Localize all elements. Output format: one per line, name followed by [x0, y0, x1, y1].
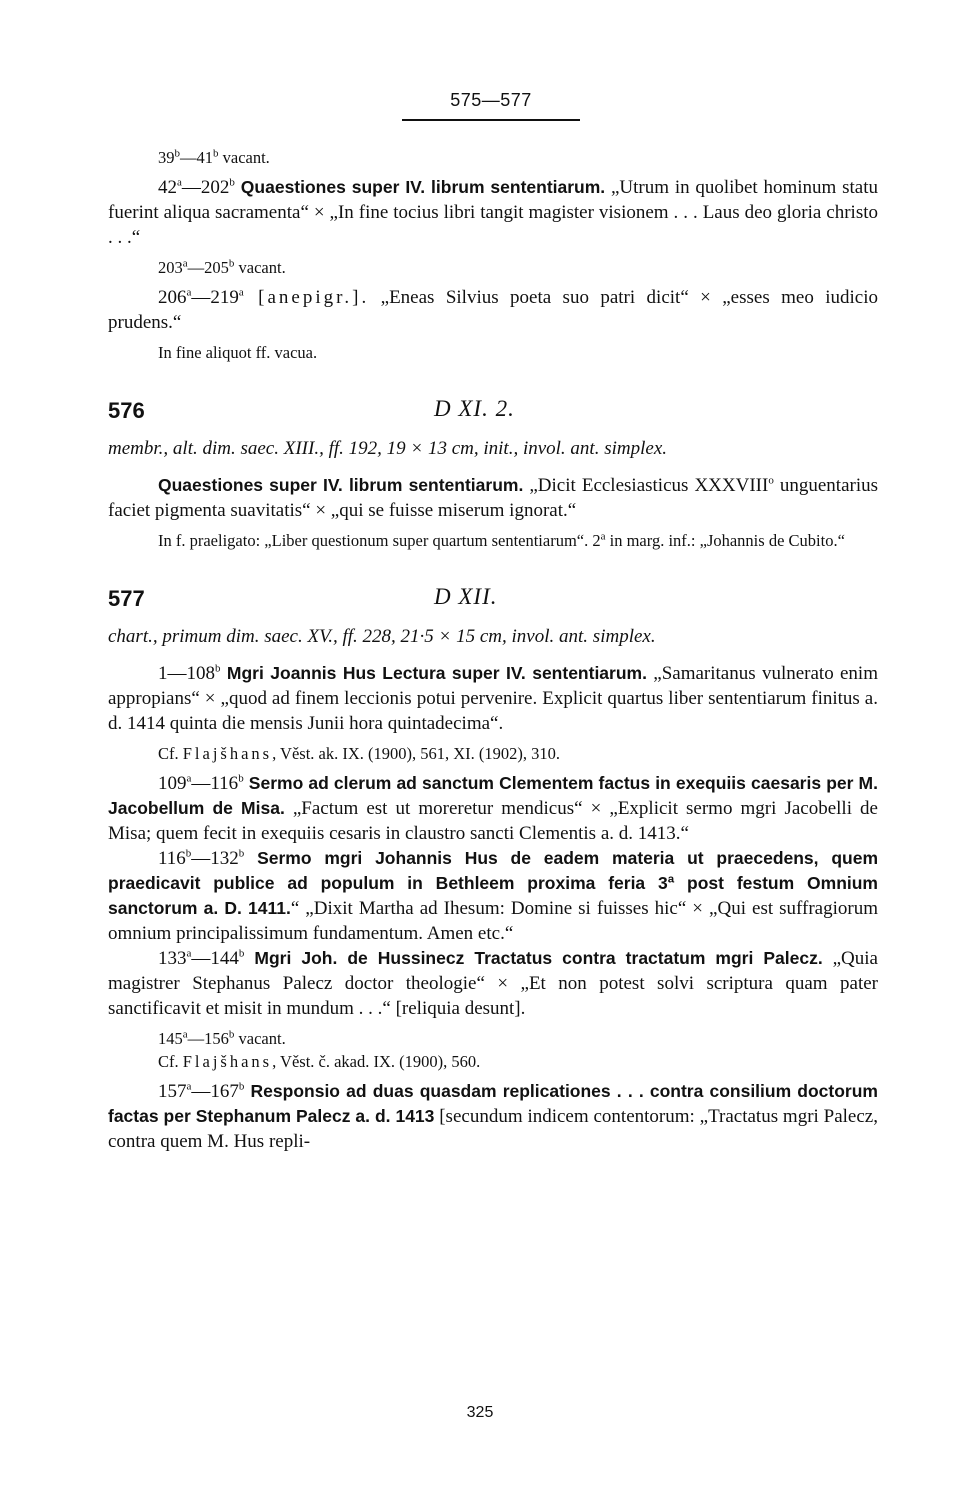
running-header: 575—577 — [450, 90, 532, 110]
folio-line: 203$^a$—205$^b$ vacant. — [158, 257, 286, 277]
physical-description: membr., alt. dim. saec. XIII., ff. 192, 19 × 13 cm, init., invol. ant. simplex. — [108, 438, 667, 459]
note: Cf. Flajšhans, Věst. č. akad. IX. (1900), 560. — [158, 1052, 481, 1071]
header-rule — [402, 119, 580, 121]
entry-heading — [108, 392, 878, 436]
entry-number: 576 — [108, 398, 145, 423]
entry-title: Responsio ad duas quasdam replicationes . . . contra consilium doctorum factas per Stephanum Palecz a. d. 1413 — [108, 1081, 878, 1126]
content-entry: 42$^a$—202$^b$ Quaestiones super IV. librum sententiarum. „Utrum in quolibet hominum statu fuerint aliqua sacramenta“ × „In fine tocius libri tangit magister visionem . . . Laus deo gloria christo . . .“ — [108, 176, 878, 248]
content-entry: Quaestiones super IV. librum sententiarum. „Dicit Ecclesiasticus XXXVIII$^o$ unguentarius faciet pigmenta suavitatis“ × „qui se fuisse miserum ignorat.“ — [108, 474, 878, 521]
note: Cf. Flajšhans, Věst. ak. IX. (1900), 561, XI. (1902), 310. — [158, 744, 561, 763]
physical-description: chart., primum dim. saec. XV., ff. 228, 21·5 × 15 cm, invol. ant. simplex. — [108, 626, 656, 647]
content-entry: 206$^a$—219$^a$ [anepigr.]. „Eneas Silvius poeta suo patri dicit“ × „esses meo iudicio prudens.“ — [108, 286, 878, 333]
entry-title: Sermo ad clerum ad sanctum Clementem factus in exequiis caesaris per M. Jacobellum de Misa. — [108, 773, 878, 818]
page-number: 325 — [466, 1404, 494, 1421]
content-entry: 116$^b$—132$^b$ Sermo mgri Johannis Hus de eadem materia ut praecedens, quem praedicavit publice ad populum in Bethleem proxima feria 3ª post festum Omnium sanctorum a. D. 1411.“ „Dixit Martha ad Ihesum: Domine si fuisses hic“ × „Qui est suffragiorum omnium principalissimum fundamentum. Amen etc.“ — [108, 847, 878, 944]
entry-title: Quaestiones super IV. librum sententiarum. — [234, 177, 606, 197]
content-entry: 109$^a$—116$^b$ Sermo ad clerum ad sanctum Clementem factus in exequiis caesaris per M. Jacobellum de Misa. „Factum est ut moreretur mendicus“ × „Explicit sermo mgri Jacobelli de Misa; quem fecit in exequiis cesaris in claustro sancti Clementis a. d. 1413.“ — [108, 772, 878, 844]
content-entry: 133$^a$—144$^b$ Mgri Joh. de Hussinecz Tractatus contra tractatum mgri Palecz. „Quia magistrer Stephanus Palecz doctor theologie“ × „Et non potest solvi scriptura quam pater sanctificavit et misit in mundum . . .“ [reliquia desunt]. — [108, 947, 878, 1019]
entry-title: Mgri Joannis Hus Lectura super IV. sententiarum. — [220, 663, 647, 683]
shelfmark: D XI. 2. — [434, 396, 515, 421]
content-entry: 1—108$^b$ Mgri Joannis Hus Lectura super IV. sententiarum. „Samaritanus vulnerato enim appropians“ × „quod ad finem leccionis potui pervenire. Explicit quartus liber sententiarum finitus a. d. 1414 quinta die mensis Junii hora quintadecima“. — [108, 662, 878, 734]
catalog-body — [108, 146, 878, 1154]
entry-title: Sermo mgri Johannis Hus de eadem materia ut praecedens, quem praedicavit publice ad populum in Bethleem proxima feria 3ª post festum Omnium sanctorum a. D. 1411. — [108, 848, 878, 918]
folio-line: 39$^b$—41$^b$ vacant. — [158, 147, 270, 167]
entry-title: Quaestiones super IV. librum sententiarum. — [158, 475, 524, 495]
folio-line: 145$^a$—156$^b$ vacant. — [158, 1028, 286, 1048]
shelfmark: D XII. — [434, 584, 498, 609]
entry-title: Mgri Joh. de Hussinecz Tractatus contra tractatum mgri Palecz. — [244, 948, 823, 968]
note: In f. praeligato: „Liber questionum super quartum sententiarum“. 2$^a$ in marg. inf.: „Johannis de Cubito.“ — [158, 530, 845, 550]
entry-number: 577 — [108, 586, 145, 611]
content-entry: 157$^a$—167$^b$ Responsio ad duas quasdam replicationes . . . contra consilium doctorum factas per Stephanum Palecz a. d. 1413 [secundum indicem contentorum: „Tractatus mgri Palecz, contra quem M. Hus repli- — [108, 1080, 878, 1152]
entry-heading — [108, 580, 878, 624]
note: In fine aliquot ff. vacua. — [158, 343, 318, 362]
